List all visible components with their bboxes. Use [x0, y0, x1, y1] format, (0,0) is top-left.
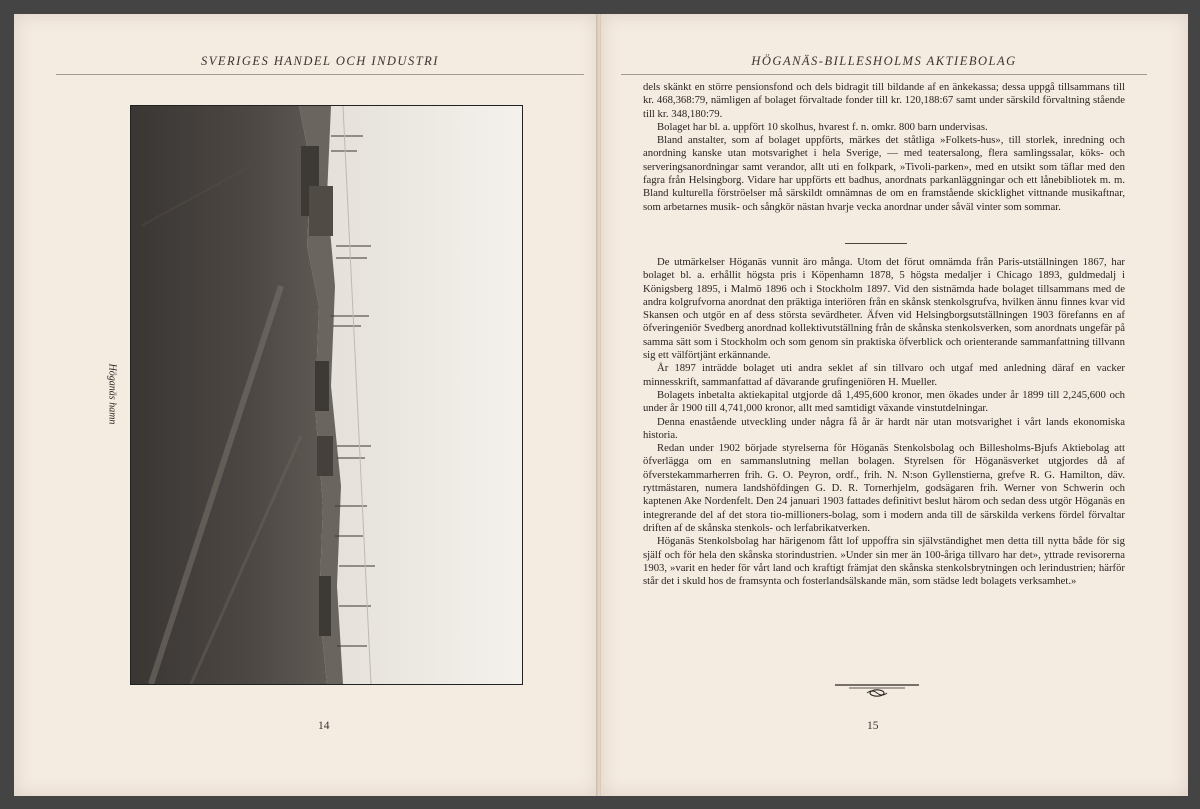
right-header-rule: [621, 74, 1147, 75]
end-ornament-icon: [829, 678, 925, 700]
paragraph: Höganäs Stenkolsbolag har härigenom fått lof uppoffra sin självständighet men detta till nytta både för sig själf och för hela den skånska storindustrien. »Under sin mer än 100-åriga tillvaro har det», yttrade revisorerna 1903, »varit en heder för vårt land och kraftigt främjat den skånska stenkolsbrytningen och lerindustrien; härför står det i skuld hos de framsynta och fosterlandsälskande män, som städse ledt bolagets verksamhet.»: [643, 535, 1125, 588]
paragraph: De utmärkelser Höganäs vunnit äro många. Utom det förut omnämda från Paris-utställningen 1867, har bolaget bl. a. erhållit högsta pris i Köpenhamn 1878, 5 högsta medaljer i Chicago 1893, guldmedalj i Königsberg 1895, i Malmö 1896 och i Stockholm 1897. Vid den sistnämda hade bolaget tillsammans med de andra kolgrufvorna anordnat den präktiga interiören från en skånsk stenkolsgrufva, hvilken ännu finnes kvar vid Skansen och utgör en af dess största sevärdheter. Äfven vid Helsingborgsutställningen 1903 förefanns en af öfveringeniör Svedberg anordnad kollektivutställning från de skånska stenkolsverken, som anordnats ungefär på samma sätt som i Stockholm och som genom sin praktiska öfverblick och orienterande sammanfattning tillvann sig ett välförtjänt erkännande.: [643, 256, 1125, 362]
paragraph: År 1897 inträdde bolaget uti andra seklet af sin tillvaro och utgaf med anledning däraf en vacker minnesskrift, sammanfattad af dävarande grufingeniören H. Mueller.: [643, 362, 1125, 388]
harbour-photo-image: [131, 106, 522, 684]
section-separator: [845, 243, 907, 244]
left-page: [14, 14, 599, 796]
harbour-photo: [130, 105, 523, 685]
right-page: [600, 14, 1188, 796]
paragraph: Bland anstalter, som af bolaget uppförts, märkes det ståtliga »Folkets-hus», till storlek, inredning och anordning kanske utan motsvarighet i hela Sverige, — med teatersalong, flera samlingssalar, köks- och serveringsanordningar samt verandor, allt uti en folkpark, »Tivoli-parken», med en utsikt som täflar med den fagra från Helsingborg. Vidare har uppförts ett badhus, anordnats parkanläggningar och ett lånebibliotek m. m. Bland kulturella förströelser må särskildt omnämnas de om en framstående skicklighet vittnande musikaftnar, som arbetarnes musik- och sångkör nästan hvarje vecka anordnar under såväl vinter som sommar.: [643, 134, 1125, 213]
paragraph: Denna enastående utveckling under några få år är hardt när utan motsvarighet i vårt lands ekonomiska historia.: [643, 415, 1125, 441]
photo-caption: Höganäs hamn: [106, 363, 118, 425]
paragraph: Bolaget har bl. a. uppfört 10 skolhus, hvarest f. n. omkr. 800 barn undervisas.: [657, 120, 988, 133]
left-running-head: SVERIGES HANDEL OCH INDUSTRI: [201, 54, 439, 68]
text-block-1: [643, 81, 1125, 214]
paragraph: dels skänkt en större pensionsfond och dels bidragit till bildande af en änkekassa; dessa uppgå tillsammans till kr. 468,368:79, nämligen af bolaget förvaltade fonder till kr. 120,188:67 samt under särskild förvaltning stående till kr. 348,180:79.: [643, 81, 1125, 120]
right-running-head: HÖGANÄS-BILLESHOLMS AKTIEBOLAG: [751, 54, 1017, 68]
left-header-rule: [56, 74, 584, 75]
paragraph: Redan under 1902 började styrelserna för Höganäs Stenkolsbolag och Billesholms-Bjufs Aktiebolag att öfverlägga om en sammanslutning mellan bolagen. Styrelsen för Höganäsverket utgjordes då af öfverstekammarherren frih. G. O. Peyron, ordf., frih. N. N:son Gyllenstierna, grefve R. G. Hamilton, däv. ryttmästaren, numera landshöfdingen G. D. R. Tornerhjelm, godsägaren frih. Werner von Schwerin och kaptenen Ake Nordenfelt. Den 24 januari 1903 fattades definitivt beslut härom och sedan dess utgör Höganäs en integrerande del af det stora tio-millioners-bolag, som i modern anda till de särskilda verkens fördel förvaltar driften af de skånska stenkols- och lerfabrikatverken.: [643, 442, 1125, 534]
right-page-number: 15: [867, 720, 879, 732]
paragraph: Bolagets inbetalta aktiekapital utgjorde då 1,495,600 kronor, men ökades under år 1899 till 2,245,600 och under år 1900 till 4,741,000 kronor, allt med samtidigt växande vinstutdelningar.: [643, 388, 1125, 415]
text-block-2: [643, 256, 1125, 588]
left-page-number: 14: [318, 720, 330, 732]
